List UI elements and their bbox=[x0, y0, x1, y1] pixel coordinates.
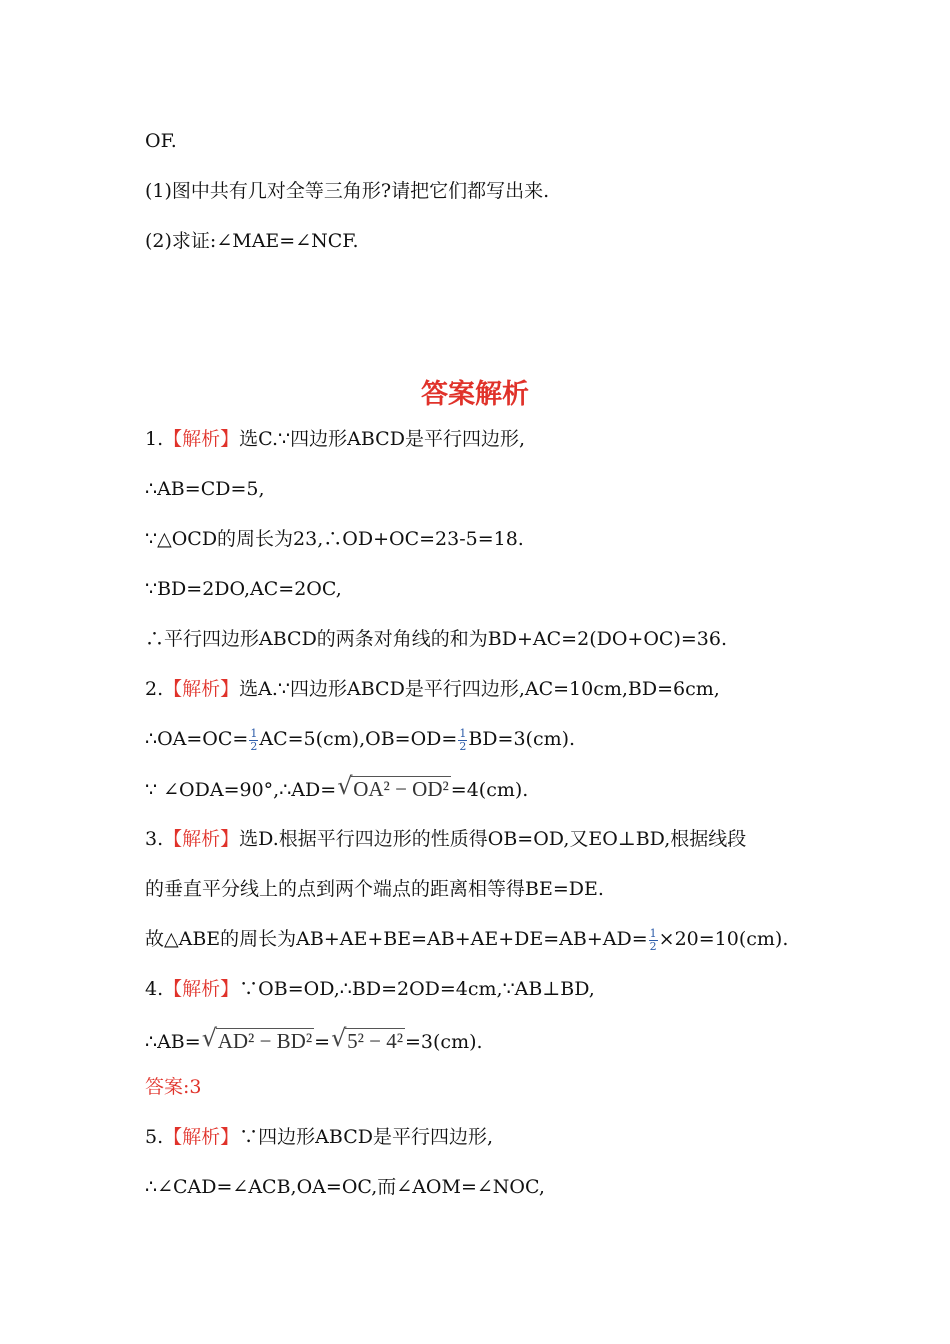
question-2: (2)求证:∠MAE=∠NCF. bbox=[145, 230, 359, 252]
answer-text: ×20=10(cm). bbox=[658, 928, 789, 950]
answer-4-final: 答案:3 bbox=[145, 1076, 202, 1098]
fraction-half: $\frac{1}{2}$ bbox=[459, 726, 467, 753]
answer-number: 4. bbox=[145, 978, 164, 1000]
answer-4-line-1 bbox=[145, 976, 595, 1002]
answer-text: BD=3(cm). bbox=[468, 728, 576, 750]
answer-3-line-1 bbox=[145, 826, 746, 852]
answer-text: 故△ABE的周长为AB+AE+BE=AB+AE+DE=AB+AD= bbox=[145, 928, 648, 950]
answer-text: ∵OB=OD,∴BD=2OD=4cm,∵AB⊥BD, bbox=[239, 978, 595, 1000]
analysis-tag: 【解析】 bbox=[163, 828, 240, 850]
answer-text: ∴OA=OC= bbox=[145, 728, 249, 750]
answer-text: ∵ ∠ODA=90°,∴AD= bbox=[145, 779, 337, 801]
radical-icon: √ bbox=[201, 1024, 217, 1052]
answer-text: AC=5(cm),OB=OD= bbox=[259, 728, 458, 750]
answer-2-line-2 bbox=[145, 726, 575, 753]
sqrt-expression: √ AD² − BD² bbox=[201, 1024, 313, 1053]
radical-icon: √ bbox=[331, 1024, 347, 1052]
answer-5-line-2: ∴∠CAD=∠ACB,OA=OC,而∠AOM=∠NOC, bbox=[145, 1176, 545, 1198]
answer-1-line-2: ∴AB=CD=5, bbox=[145, 478, 265, 500]
answer-4-line-2: ∴AB= √ AD² − BD² = √ 5² − 4² =3(cm). bbox=[145, 1024, 483, 1053]
answer-3-line-2: 的垂直平分线上的点到两个端点的距离相等得BE=DE. bbox=[145, 878, 604, 900]
question-1: (1)图中共有几对全等三角形?请把它们都写出来. bbox=[145, 180, 550, 202]
answer-text: 选A.∵四边形ABCD是平行四边形,AC=10cm,BD=6cm, bbox=[239, 678, 720, 700]
answer-2-line-1 bbox=[145, 676, 720, 702]
fraction-half: $\frac{1}{2}$ bbox=[649, 926, 657, 953]
answer-text: 选D.根据平行四边形的性质得OB=OD,又EO⊥BD,根据线段 bbox=[239, 828, 747, 850]
answer-text: 选C.∵四边形ABCD是平行四边形, bbox=[239, 428, 525, 450]
answer-number: 5. bbox=[145, 1126, 164, 1148]
analysis-tag: 【解析】 bbox=[163, 1126, 240, 1148]
answer-3-line-3 bbox=[145, 926, 788, 953]
fraction-half: $\frac{1}{2}$ bbox=[250, 726, 258, 753]
answer-1-line-4: ∵BD=2DO,AC=2OC, bbox=[145, 578, 342, 600]
sqrt-expression: √ 5² − 4² bbox=[331, 1024, 404, 1053]
answer-text: =4(cm). bbox=[450, 779, 529, 801]
text-line: OF. bbox=[145, 130, 177, 152]
answer-number: 3. bbox=[145, 828, 164, 850]
radical-icon: √ bbox=[337, 772, 353, 800]
answer-text: ∴AB= bbox=[145, 1031, 201, 1053]
analysis-tag: 【解析】 bbox=[163, 678, 240, 700]
answer-number: 1. bbox=[145, 428, 164, 450]
answer-text: =3(cm). bbox=[405, 1031, 483, 1053]
answer-number: 2. bbox=[145, 678, 164, 700]
answer-5-line-1 bbox=[145, 1124, 493, 1150]
sqrt-expression: √ OA² − OD² bbox=[337, 772, 449, 801]
analysis-tag: 【解析】 bbox=[163, 428, 240, 450]
answer-2-line-3 bbox=[145, 772, 529, 803]
analysis-tag: 【解析】 bbox=[163, 978, 240, 1000]
answer-title: 答案解析 bbox=[421, 379, 529, 410]
answer-text: ∵四边形ABCD是平行四边形, bbox=[239, 1126, 494, 1148]
answer-1-line-5: ∴平行四边形ABCD的两条对角线的和为BD+AC=2(DO+OC)=36. bbox=[145, 628, 727, 650]
answer-1-line-3: ∵△OCD的周长为23,∴OD+OC=23-5=18. bbox=[145, 528, 524, 550]
answer-1-line-1 bbox=[145, 426, 525, 452]
